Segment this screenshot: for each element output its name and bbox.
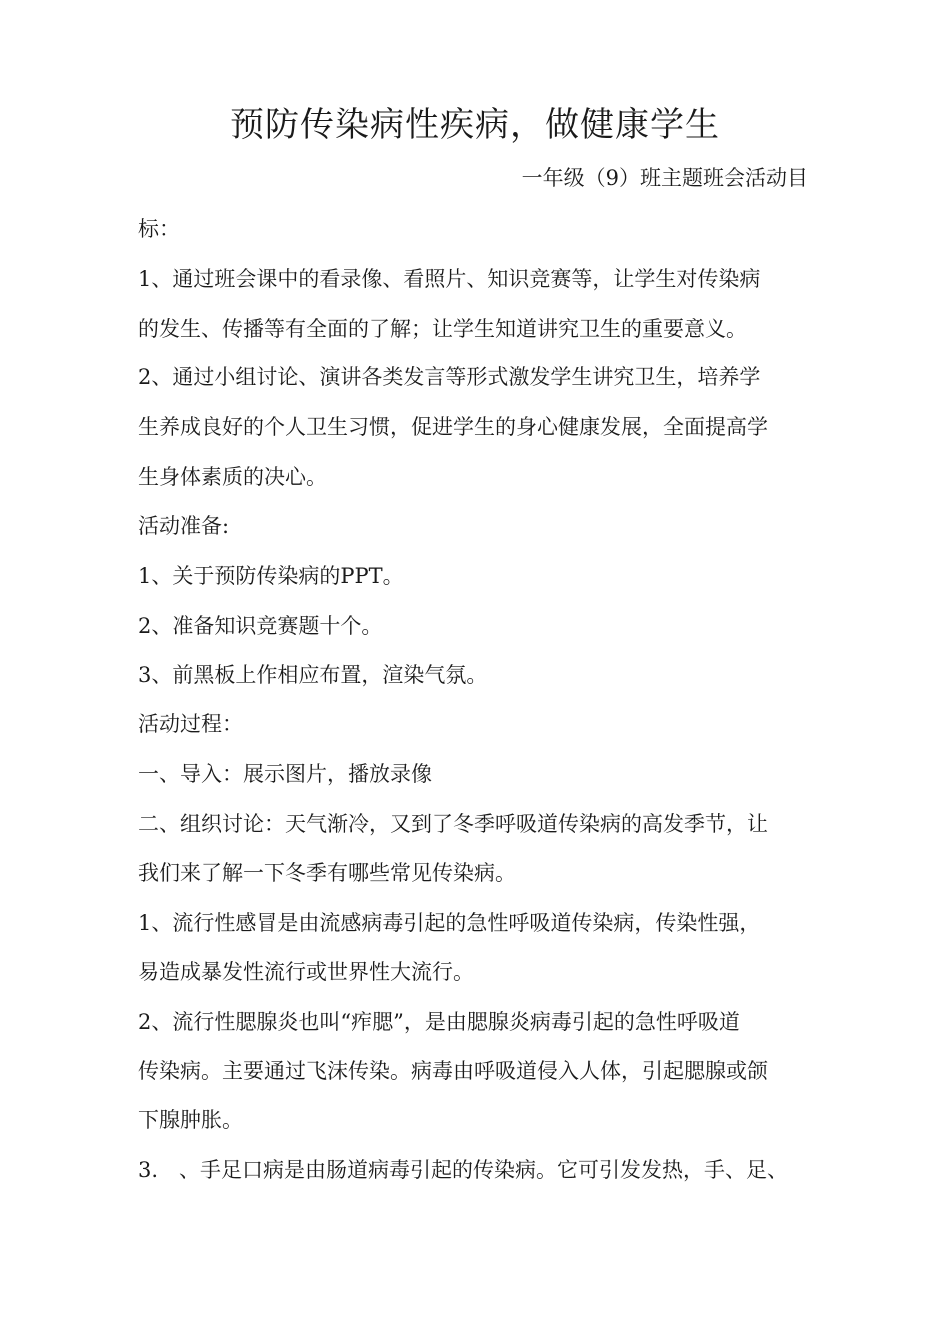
- text-line: 活动过程：: [138, 712, 243, 736]
- text-line: 易造成暴发性流行或世界性大流行。: [138, 960, 474, 984]
- text-line: 生身体素质的决心。: [138, 465, 327, 489]
- text-line: 传染病。主要通过飞沫传染。病毒由呼吸道侵入人体，引起腮腺或颌: [138, 1059, 768, 1083]
- text-line: 2、流行性腮腺炎也叫“痄腮”，是由腮腺炎病毒引起的急性呼吸道: [138, 1010, 740, 1034]
- text-line: 2、通过小组讨论、演讲各类发言等形式激发学生讲究卫生，培养学: [138, 365, 761, 389]
- text-line: 一、导入：展示图片，播放录像: [138, 762, 432, 786]
- text-line: 我们来了解一下冬季有哪些常见传染病。: [138, 861, 516, 885]
- text-line: 标：: [138, 217, 180, 241]
- text-line: 1、流行性感冒是由流感病毒引起的急性呼吸道传染病，传染性强，: [138, 911, 761, 935]
- text-line: 活动准备:: [138, 514, 230, 538]
- text-line: 3. 、手足口病是由肠道病毒引起的传染病。它可引发发热，手、足、: [138, 1158, 789, 1182]
- text-line: 二、组织讨论：天气渐冷，又到了冬季呼吸道传染病的高发季节，让: [138, 812, 768, 836]
- text-line: 的发生、传播等有全面的了解；让学生知道讲究卫生的重要意义。: [138, 317, 747, 341]
- text-line: 下腺肿胀。: [138, 1108, 243, 1132]
- text-line: 1、关于预防传染病的PPT。: [138, 564, 404, 588]
- text-line: 3、前黑板上作相应布置，渲染气氛。: [138, 663, 488, 687]
- text-line: 2、准备知识竞赛题十个。: [138, 614, 383, 638]
- text-line: 生养成良好的个人卫生习惯，促进学生的身心健康发展，全面提高学: [138, 415, 768, 439]
- document-title: 预防传染病性疾病，做健康学生: [230, 105, 720, 145]
- document-subtitle: 一年级（9）班主题班会活动目: [521, 166, 808, 190]
- text-line: 1、通过班会课中的看录像、看照片、知识竞赛等，让学生对传染病: [138, 267, 761, 291]
